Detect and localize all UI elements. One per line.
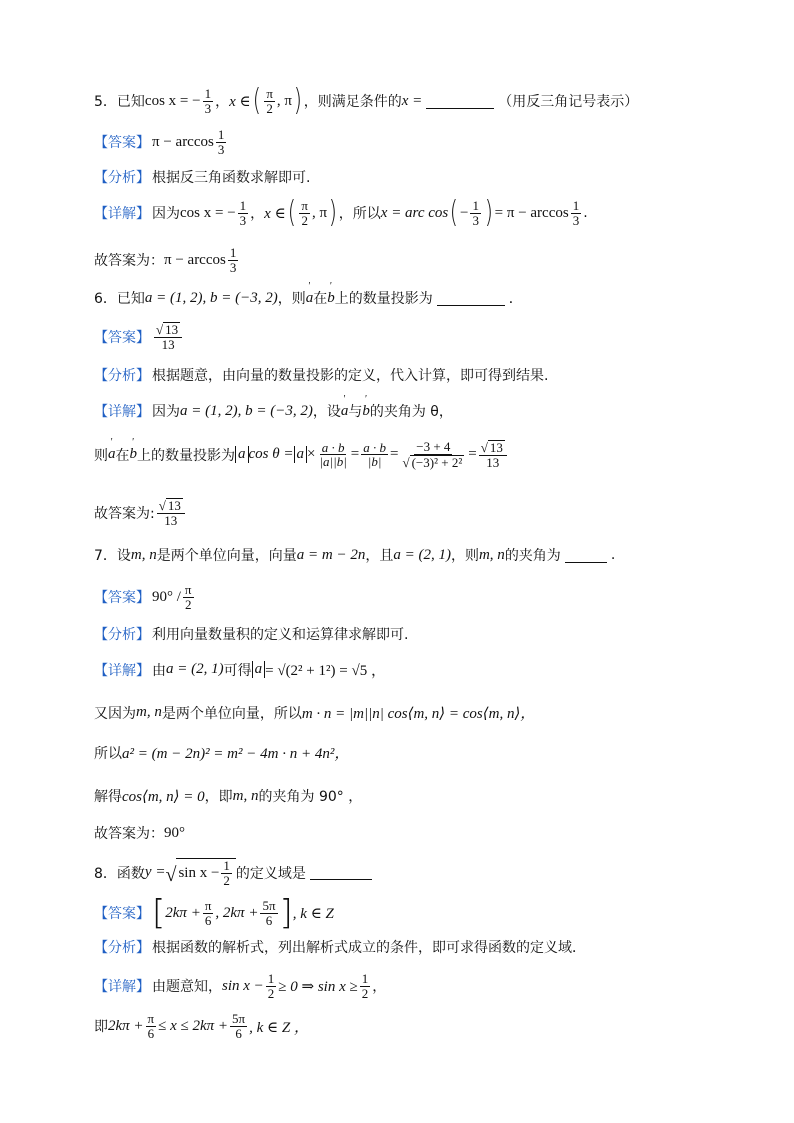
q7-conclusion: 故答案为： 90° [94, 824, 185, 842]
q8-answer: 【答案】 [ 2kπ + $\frac{\pi}{6}$ , 2kπ + $\frac{5\pi}{6}$ ] , k ∈ Z [94, 893, 334, 933]
q8-stem: 8． 函数 y = √ sin x − $\frac{1}{2}$ 的定义域是 [94, 858, 376, 887]
q5-detail: 【详解】 因为 cos x = − $\frac{1}{3}$ ， x ∈ ( $\frac{\pi}{2}$ , π ) ，所以 x = arc cos ( − $\frac{1}{3}$ ) = π − arccos $\frac{1}{3}$ . [94, 195, 588, 230]
sqrt13-over-13: √ 13 13 [154, 322, 182, 351]
q7-analysis: 【分析】 利用向量数量积的定义和运算律求解即可. [94, 627, 409, 643]
q5-answer: 【答案】 π − arccos $\frac{1}{3}$ [94, 127, 225, 157]
q5-stem: 5． 已知 cos x = − $\frac{1}{3}$ ， x ∈ ( $\frac{\pi}{2}$ , π ) ，则满足条件的 x = （用反三角记号表示） [94, 83, 639, 118]
q6-stem: 6． 已知 a = (1, 2), b = (−3, 2) ，则 ' a 在 ' b 上的数量投影为 ． [94, 288, 523, 308]
q8-analysis: 【分析】 根据函数的解析式，列出解析式成立的条件，即可求得函数的定义域． [94, 940, 586, 956]
q8-detail-1: 【详解】 由题意知， sin x − $\frac{1}{2}$ ≥ 0 ⇒ sin x ≥ $\frac{1}{2}$ ， [94, 971, 387, 1001]
q6-detail: 【详解】 因为 a = (1, 2), b = (−3, 2) ，设 ' a 与 ' b 的夹角为 θ， [94, 401, 453, 421]
fraction: $\frac{1}{3}$ [204, 85, 212, 116]
q7-stem: 7． 设 m, n 是两个单位向量，向量 a = m − 2n ，且 a = (2, 1) ，则 m, n 的夹角为 . [94, 546, 616, 564]
q8-detail-2: 即 2kπ + $\frac{\pi}{6}$ ≤ x ≤ 2kπ + $\frac{5\pi}{6}$ , k ∈ Z ， [94, 1011, 309, 1041]
answer-blank [310, 865, 372, 880]
q7-detail-2: 又因为 m, n 是两个单位向量，所以 m · n = |m||n| cos⟨m, n⟩ = cos⟨m, n⟩， [94, 704, 536, 722]
q7-answer: 【答案】 90° / $\frac{\pi}{2}$ [94, 582, 192, 612]
q7-detail-4: 解得 cos⟨m, n⟩ = 0 ，即 m, n 的夹角为 90° ， [94, 787, 363, 805]
q7-number: 7． [94, 548, 117, 564]
answer-blank [437, 291, 505, 306]
q6-analysis: 【分析】 根据题意，由向量的数量投影的定义，代入计算，即可得到结果. [94, 368, 549, 384]
answer-blank [565, 548, 607, 563]
q8-number: 8． [94, 865, 117, 882]
q6-conclusion: 故答案为: √ 13 13 [94, 498, 187, 527]
q6-detail-formula: 则 ' a 在 ' b 上的数量投影为 a cos θ = a × $\frac{a \cdot b}{|a||b|}$ = $\frac{a \cdot b}{|b|}$ = −3 + 4 √ (−3)² + 2² = √ 13 13 [94, 440, 509, 469]
q5-number: 5． [94, 94, 117, 110]
q6-number: 6． [94, 291, 117, 307]
answer-blank [426, 94, 494, 109]
q5-analysis: 【分析】 根据反三角函数求解即可. [94, 170, 311, 186]
q5-conclusion: 故答案为： π − arccos $\frac{1}{3}$ [94, 245, 237, 275]
q6-answer: 【答案】 √ 13 13 [94, 322, 184, 351]
q7-detail-3: 所以 a² = (m − 2n)² = m² − 4m · n + 4n²， [94, 745, 350, 762]
q7-detail-1: 【详解】 由 a = (2, 1) 可得 a = √(2² + 1²) = √5 ， [94, 661, 386, 679]
